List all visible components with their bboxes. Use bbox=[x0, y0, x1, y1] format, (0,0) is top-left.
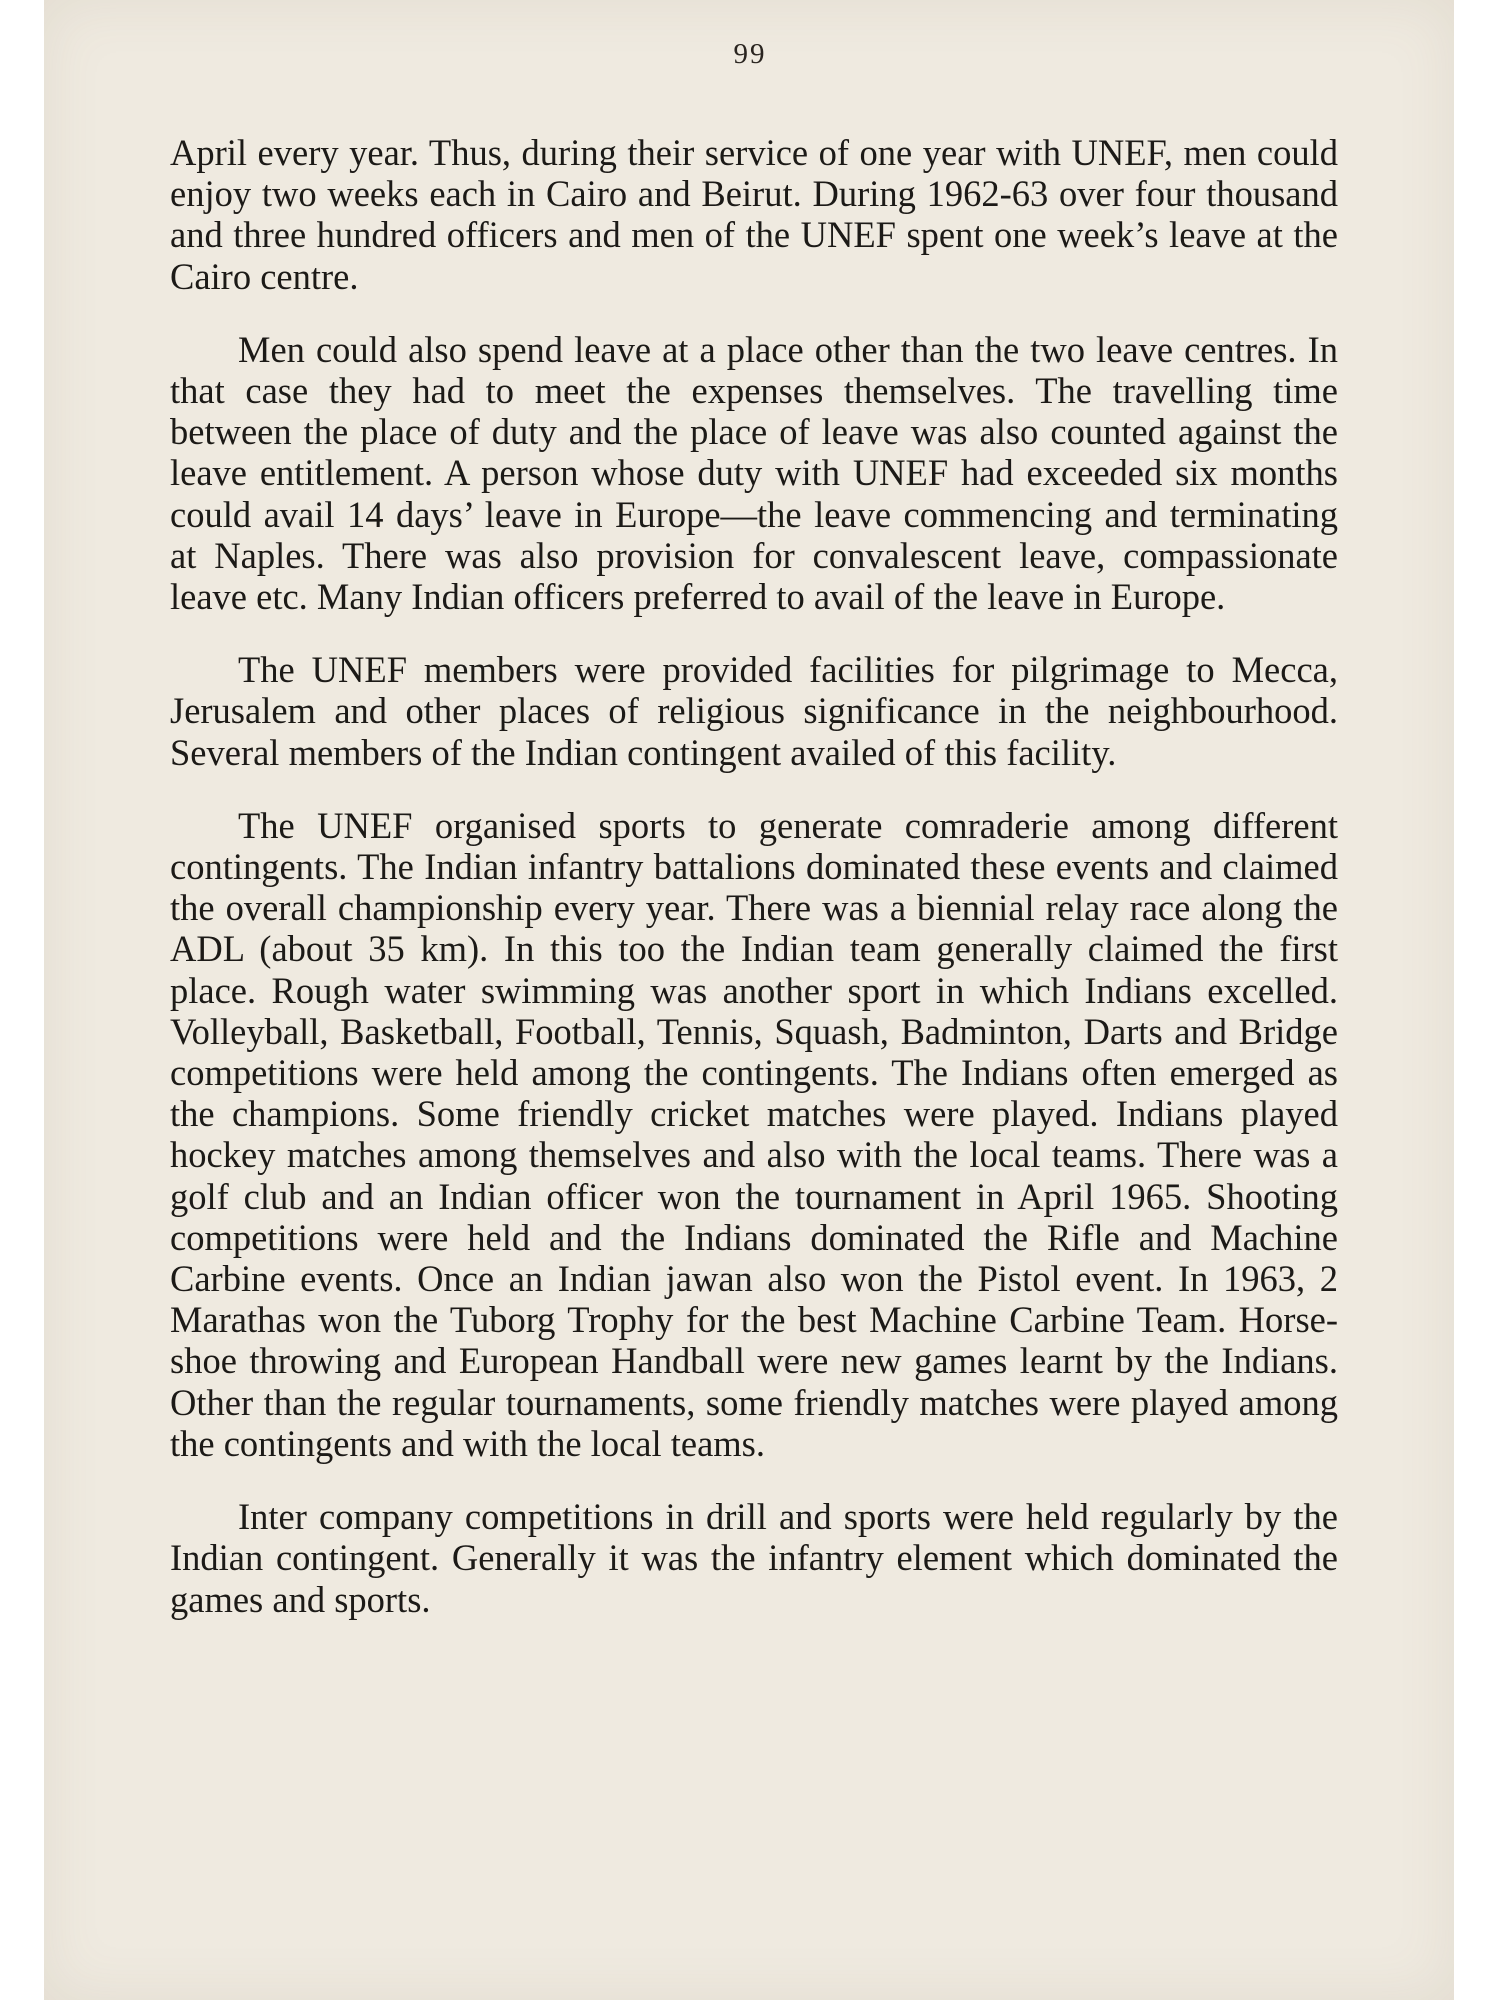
paragraph-inter-company: Inter company competitions in drill and sports were held regularly by the Indian contingent. Generally it was the infantry element which dominated the games and sports. bbox=[170, 1496, 1338, 1620]
page-number: 99 bbox=[733, 38, 767, 70]
paragraph-leave-cairo-beirut: April every year. Thus, during their service of one year with UNEF, men could enjoy two weeks each in Cairo and Beirut. During 1962-63 over four thousand and three hundred officers and men of the UNEF spent one week’s leave at the Cairo centre. bbox=[170, 132, 1338, 297]
paragraph-pilgrimage: The UNEF members were provided facilities for pilgrimage to Mecca, Jerusalem and other places of religious significance in the neighbourhood. Several members of the Indian contingent availed of this facility. bbox=[170, 649, 1338, 773]
paragraph-sports: The UNEF organised sports to generate comraderie among different contingents. The Indian infantry battalions dominated these events and claimed the overall championship every year. There was a biennial relay race along the ADL (about 35 km). In this too the Indian team generally claimed the first place. Rough water swimming was another sport in which Indians excelled. Volleyball, Basketball, Football, Tennis, Squash, Badminton, Darts and Bridge competitions were held among the contingents. The Indians often emerged as the champions. Some friendly cricket matches were played. Indians played hockey matches among themselves and also with the local teams. There was a golf club and an Indian officer won the tournament in April 1965. Shooting competitions were held and the Indians dominated the Rifle and Machine Carbine events. Once an Indian jawan also won the Pistol event. In 1963, 2 Marathas won the Tuborg Trophy for the best Machine Carbine Team. Horse-shoe throwing and European Handball were new games learnt by the Indians. Other than the regular tournaments, some friendly matches were played among the contingents and with the local teams. bbox=[170, 804, 1338, 1464]
body-text bbox=[170, 132, 1338, 1652]
paragraph-leave-elsewhere: Men could also spend leave at a place other than the two leave centres. In that case they had to meet the expenses themselves. The travelling time between the place of duty and the place of leave was also counted against the leave entitlement. A person whose duty with UNEF had exceeded six months could avail 14 days’ leave in Europe—the leave commencing and terminating at Naples. There was also provision for convalescent leave, compassionate leave etc. Many Indian officers preferred to avail of the leave in Europe. bbox=[170, 328, 1338, 618]
